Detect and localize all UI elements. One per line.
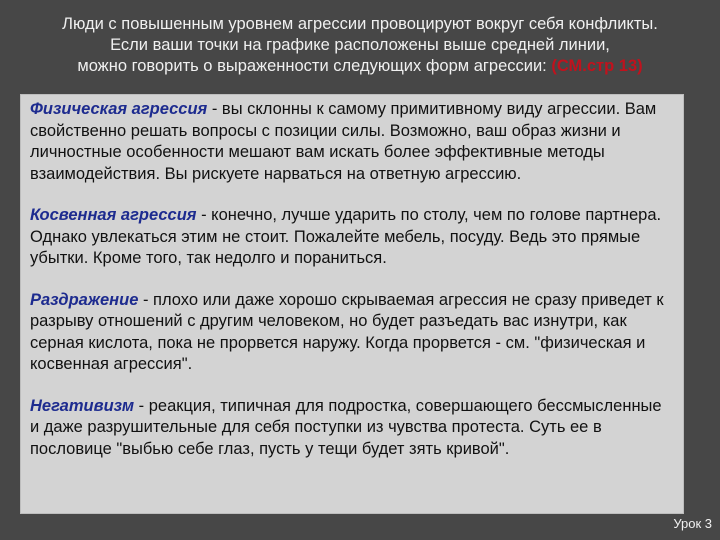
term-indirect-aggression: Косвенная агрессия — [30, 206, 197, 224]
paragraph-irritation — [30, 290, 673, 376]
header-line-3 — [0, 56, 720, 77]
content-panel — [20, 94, 684, 514]
paragraph-physical-aggression — [30, 99, 673, 185]
description-indirect-aggression: - конечно, лучше ударить по столу, чем по голове партнера. Однако увлекаться этим не стоит. Пожалейте мебель, посуду. Ведь это прямые убытки. Кроме того, так недолго и пораниться. — [30, 206, 662, 267]
description-irritation: - плохо или даже хорошо скрываемая агрессия не сразу приведет к разрыву отношений с другим человеком, но будет разъедать вас изнутри, как серная кислота, пока не прорвется наружу. Когда прорвется - см. "физическая и косвенная агрессия". — [30, 290, 664, 373]
slide-number: Урок 3 — [673, 516, 712, 531]
paragraph-negativism — [30, 396, 673, 461]
paragraph-indirect-aggression — [30, 205, 673, 270]
header-line-3-text: можно говорить о выраженности следующих форм агрессии: — [77, 57, 552, 75]
term-irritation: Раздражение — [30, 290, 139, 309]
term-physical-aggression: Физическая агрессия — [30, 100, 208, 118]
description-negativism: - реакция, типичная для подростка, совершающего бессмысленные и даже разрушительные для себя поступки из чувства протеста. Суть ее в пословице "выбью себе глаз, пусть у тещи будет зять кривой". — [30, 396, 662, 458]
term-negativism: Негативизм — [30, 396, 135, 415]
header-line-1: Люди с повышенным уровнем агрессии провоцируют вокруг себя конфликты. — [62, 15, 658, 33]
description-physical-aggression: - вы склонны к самому примитивному виду агрессии. Вам свойственно решать вопросы с позиции силы. Возможно, ваш образ жизни и личностные особенности мешают вам искать более эффективные методы взаимодействия. Вы рискуете нарваться на ответную агрессию. — [30, 100, 657, 183]
header-line-2: Если ваши точки на графике расположены выше средней линии, — [110, 36, 610, 54]
page-reference: (СМ.стр 13) — [551, 57, 643, 75]
slide-header — [0, 14, 720, 77]
